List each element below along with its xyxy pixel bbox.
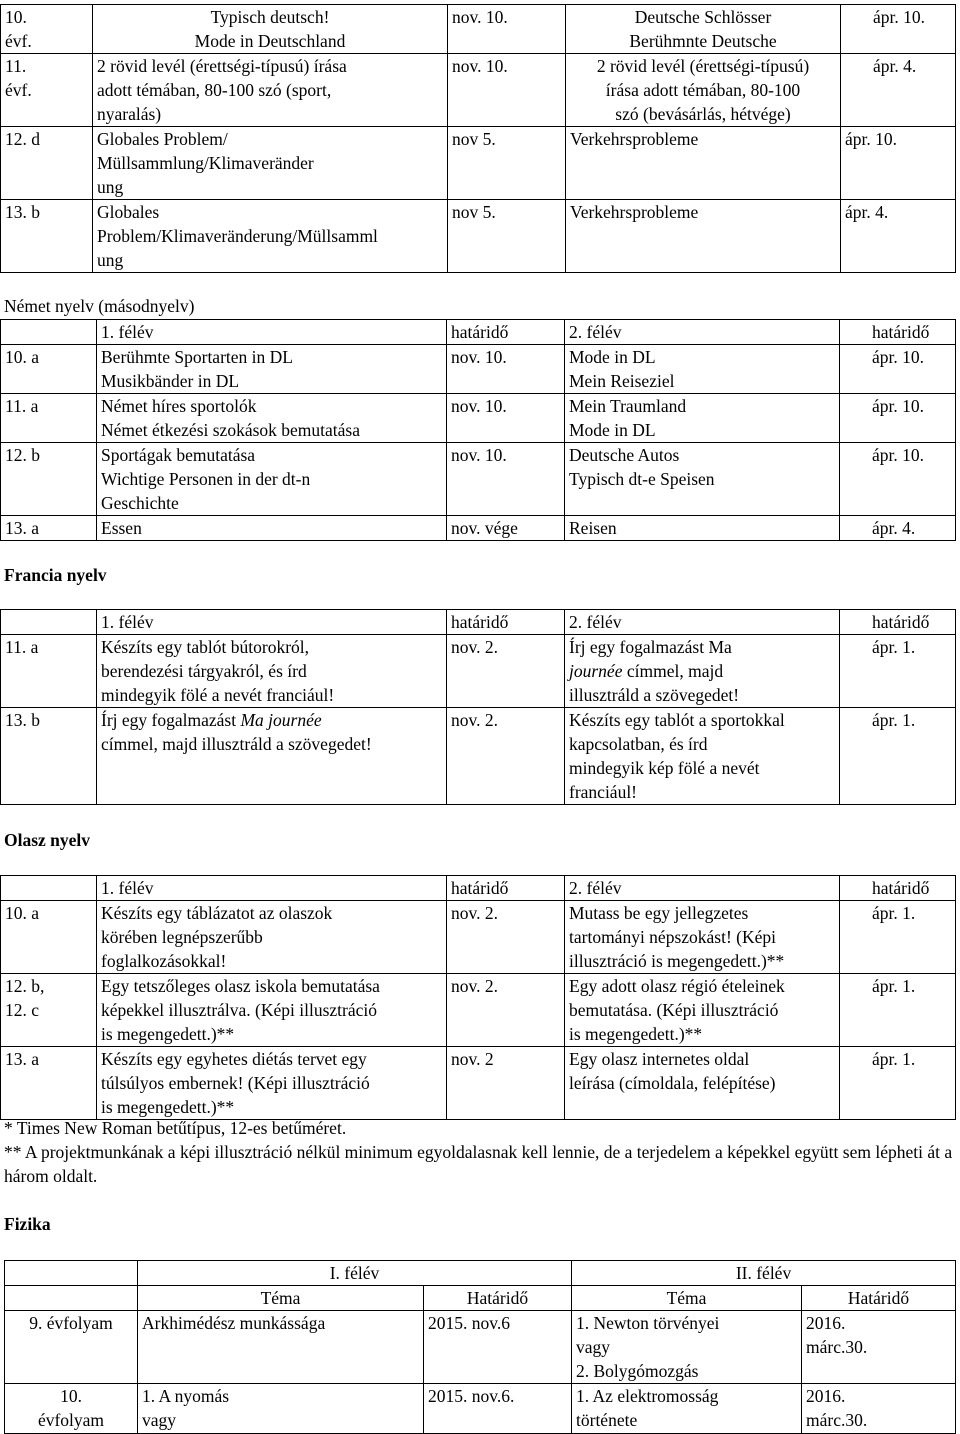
- col-header-sem1: 1. félév: [97, 320, 447, 345]
- deadline-cell: ápr. 10.: [841, 5, 956, 54]
- deadline-cell: nov. 2.: [447, 635, 565, 708]
- table-header-row: [1, 610, 956, 635]
- topic-text: illusztráld a szövegedet!: [569, 685, 740, 705]
- table-row: [1, 974, 956, 1047]
- table-row: [1, 1047, 956, 1120]
- table-header-row: [1, 876, 956, 901]
- topic-text: Írj egy fogalmazást: [101, 710, 241, 730]
- topic-cell: Globales Problem/Klimaveränderung/Müllsamml ung: [93, 200, 448, 273]
- grade-cell: 13. a: [1, 1047, 97, 1120]
- table-row: [1, 54, 956, 127]
- table-row: [1, 901, 956, 974]
- col-header-sem2: 2. félév: [565, 610, 840, 635]
- topic-cell: [97, 708, 447, 805]
- topic-cell: Reisen: [565, 516, 840, 541]
- col-header-tema2: Téma: [572, 1286, 802, 1311]
- topic-cell: Készíts egy tablót a sportokkal kapcsolatban, és írd mindegyik kép fölé a nevét franciául!: [565, 708, 840, 805]
- empty-cell: [1, 320, 97, 345]
- topic-cell: 2 rövid levél (érettségi-típusú) írása adott témában, 80-100 szó (bevásárlás, hétvége): [566, 54, 841, 127]
- deadline-cell: nov. 10.: [448, 54, 566, 127]
- topic-cell: Egy tetszőleges olasz iskola bemutatása képekkel illusztrálva. (Képi illusztráció is megengedett.)**: [97, 974, 447, 1047]
- topic-cell: Verkehrsprobleme: [566, 127, 841, 200]
- topic-cell: 2 rövid levél (érettségi-típusú) írása adott témában, 80-100 szó (sport, nyaralás): [93, 54, 448, 127]
- deadline-cell: ápr. 1.: [840, 635, 956, 708]
- col-header-sem2: II. félév: [572, 1261, 956, 1286]
- table-header-row: [5, 1261, 956, 1286]
- topic-text: Írj egy fogalmazást Ma: [569, 637, 732, 657]
- deadline-cell: ápr. 10.: [840, 394, 956, 443]
- topic-italic-text: journée: [569, 661, 623, 681]
- grade-cell: 10. a: [1, 345, 97, 394]
- table-row: [1, 5, 956, 54]
- olasz-table: [0, 875, 956, 1120]
- deadline-cell: nov. 10.: [448, 5, 566, 54]
- deadline-cell: nov. 10.: [447, 394, 565, 443]
- topic-cell: Mutass be egy jellegzetes tartományi népszokást! (Képi illusztráció is megengedett.)**: [565, 901, 840, 974]
- deadline-cell: 2015. nov.6.: [424, 1384, 572, 1434]
- col-header-sem2: 2. félév: [565, 320, 840, 345]
- table-header-row: [5, 1286, 956, 1311]
- nemet-table: [0, 319, 956, 541]
- deadline-cell: nov 5.: [448, 127, 566, 200]
- grade-cell: 11. a: [1, 394, 97, 443]
- section-title-olasz: Olasz nyelv: [4, 830, 91, 850]
- topic-cell: Deutsche Autos Typisch dt-e Speisen: [565, 443, 840, 516]
- topic-cell: [565, 635, 840, 708]
- topic-cell: Typisch deutsch! Mode in Deutschland: [93, 5, 448, 54]
- footnote-1: * Times New Roman betűtípus, 12-es betűméret.: [4, 1118, 347, 1138]
- table-row: [1, 345, 956, 394]
- topic-cell: Egy adott olasz régió ételeinek bemutatása. (Képi illusztráció is megengedett.)**: [565, 974, 840, 1047]
- grade-cell: 10. évfolyam: [5, 1384, 138, 1434]
- deadline-cell: nov. vége: [447, 516, 565, 541]
- empty-cell: [5, 1261, 138, 1286]
- grade-cell: 11. évf.: [1, 54, 93, 127]
- topic-cell: Berühmte Sportarten in DL Musikbänder in DL: [97, 345, 447, 394]
- topic-cell: Német híres sportolók Német étkezési szokások bemutatása: [97, 394, 447, 443]
- empty-cell: [5, 1286, 138, 1311]
- col-header-tema1: Téma: [138, 1286, 424, 1311]
- topic-cell: Egy olasz internetes oldal leírása (címoldala, felépítése): [565, 1047, 840, 1120]
- col-header-deadline2: határidő: [840, 876, 956, 901]
- deadline-cell: ápr. 10.: [840, 443, 956, 516]
- grade-cell: 10. a: [1, 901, 97, 974]
- deadline-cell: nov. 2.: [447, 974, 565, 1047]
- deadline-cell: ápr. 1.: [840, 708, 956, 805]
- fizika-table: [4, 1260, 956, 1434]
- table-row: [5, 1311, 956, 1384]
- topic-cell: Verkehrsprobleme: [566, 200, 841, 273]
- deadline-cell: 2016. márc.30.: [802, 1311, 956, 1384]
- topic-text: címmel, majd illusztráld a szövegedet!: [101, 734, 372, 754]
- grade-cell: 13. a: [1, 516, 97, 541]
- footnote-2: ** A projektmunkának a képi illusztráció nélkül minimum egyoldalasnak kell lennie, de a terjedelem a képekkel együtt sem lépheti át a három oldalt.: [4, 1142, 953, 1186]
- deadline-cell: ápr. 4.: [840, 516, 956, 541]
- deadline-cell: 2015. nov.6: [424, 1311, 572, 1384]
- deadline-cell: nov. 10.: [447, 345, 565, 394]
- table-row: [1, 516, 956, 541]
- topic-cell: Globales Problem/ Müllsammlung/Klimaveränder ung: [93, 127, 448, 200]
- table-row: [1, 394, 956, 443]
- grade-cell: 13. b: [1, 200, 93, 273]
- grade-cell: 12. d: [1, 127, 93, 200]
- empty-cell: [1, 876, 97, 901]
- col-header-deadline1: határidő: [447, 610, 565, 635]
- deadline-cell: ápr. 1.: [840, 1047, 956, 1120]
- deadline-cell: ápr. 1.: [840, 901, 956, 974]
- col-header-deadline2: határidő: [840, 320, 956, 345]
- topic-italic-text: Ma journée: [240, 710, 322, 730]
- deadline-cell: nov. 2: [447, 1047, 565, 1120]
- grade-cell: 9. évfolyam: [5, 1311, 138, 1384]
- topic-text: címmel, majd: [622, 661, 724, 681]
- section-title-francia: Francia nyelv: [4, 565, 107, 585]
- top-german-table: [0, 4, 956, 273]
- deadline-cell: nov. 2.: [447, 901, 565, 974]
- topic-cell: Mode in DL Mein Reiseziel: [565, 345, 840, 394]
- section-title-fizika: Fizika: [4, 1214, 51, 1234]
- col-header-deadline2: határidő: [840, 610, 956, 635]
- deadline-cell: 2016. márc.30.: [802, 1384, 956, 1434]
- table-row: [1, 200, 956, 273]
- deadline-cell: ápr. 1.: [840, 974, 956, 1047]
- deadline-cell: ápr. 4.: [841, 200, 956, 273]
- table-row: [5, 1384, 956, 1434]
- deadline-cell: ápr. 10.: [840, 345, 956, 394]
- col-header-sem1: I. félév: [138, 1261, 572, 1286]
- deadline-cell: nov 5.: [448, 200, 566, 273]
- topic-cell: Arkhimédész munkássága: [138, 1311, 424, 1384]
- col-header-sem2: 2. félév: [565, 876, 840, 901]
- deadline-cell: ápr. 10.: [841, 127, 956, 200]
- grade-cell: 12. b: [1, 443, 97, 516]
- empty-cell: [1, 610, 97, 635]
- topic-cell: Essen: [97, 516, 447, 541]
- col-header-sem1: 1. félév: [97, 876, 447, 901]
- topic-cell: Készíts egy táblázatot az olaszok körében legnépszerűbb foglalkozásokkal!: [97, 901, 447, 974]
- deadline-cell: nov. 2.: [447, 708, 565, 805]
- francia-table: [0, 609, 956, 805]
- topic-cell: Mein Traumland Mode in DL: [565, 394, 840, 443]
- grade-cell: 10. évf.: [1, 5, 93, 54]
- col-header-deadline1: határidő: [447, 320, 565, 345]
- topic-cell: Készíts egy tablót bútorokról, berendezési tárgyakról, és írd mindegyik fölé a nevét franciául!: [97, 635, 447, 708]
- deadline-cell: nov. 10.: [447, 443, 565, 516]
- grade-cell: 12. b, 12. c: [1, 974, 97, 1047]
- topic-cell: Deutsche Schlösser Berühmnte Deutsche: [566, 5, 841, 54]
- topic-cell: Készíts egy egyhetes diétás tervet egy túlsúlyos embernek! (Képi illusztráció is megengedett.)**: [97, 1047, 447, 1120]
- topic-cell: 1. Az elektromosság története: [572, 1384, 802, 1434]
- table-header-row: [1, 320, 956, 345]
- deadline-cell: ápr. 4.: [841, 54, 956, 127]
- grade-cell: 13. b: [1, 708, 97, 805]
- table-row: [1, 443, 956, 516]
- col-header-hatarido2: Határidő: [802, 1286, 956, 1311]
- topic-cell: 1. Newton törvényei vagy 2. Bolygómozgás: [572, 1311, 802, 1384]
- section-title-nemet: Német nyelv (másodnyelv): [4, 296, 195, 316]
- topic-cell: 1. A nyomás vagy: [138, 1384, 424, 1434]
- table-row: [1, 635, 956, 708]
- grade-cell: 11. a: [1, 635, 97, 708]
- topic-cell: Sportágak bemutatása Wichtige Personen in der dt-n Geschichte: [97, 443, 447, 516]
- table-row: [1, 708, 956, 805]
- col-header-hatarido1: Határidő: [424, 1286, 572, 1311]
- table-row: [1, 127, 956, 200]
- col-header-sem1: 1. félév: [97, 610, 447, 635]
- col-header-deadline1: határidő: [447, 876, 565, 901]
